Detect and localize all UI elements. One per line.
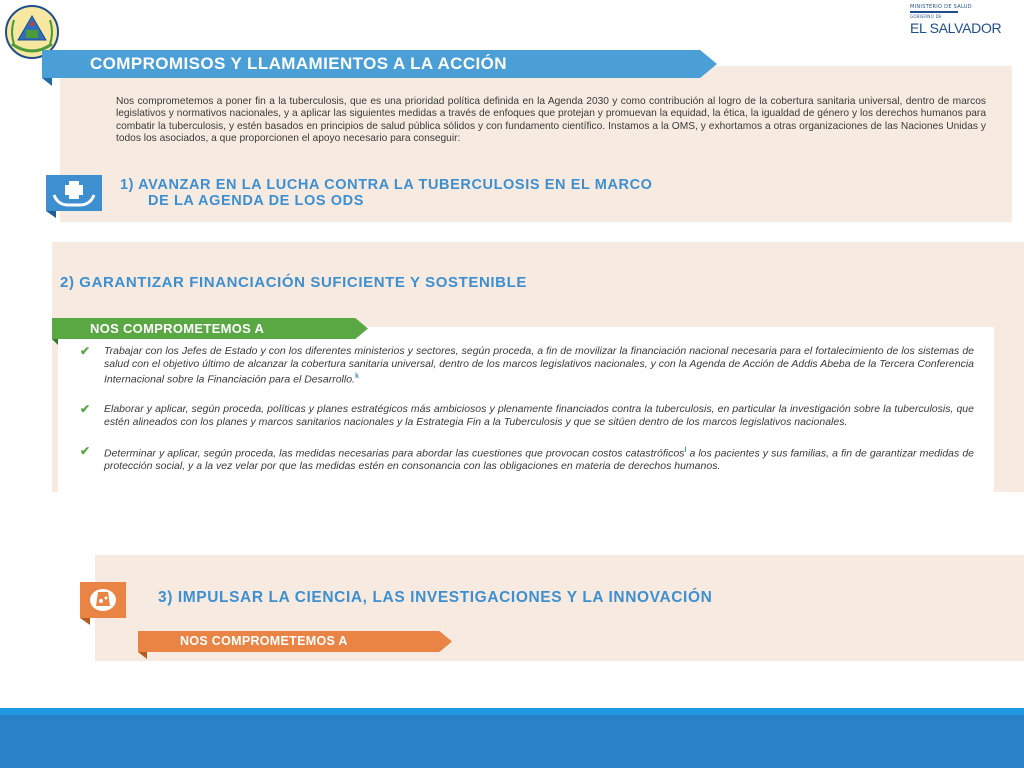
section1-banner-fold [42, 78, 52, 86]
section1-heading-line2: DE LA AGENDA DE LOS ODS [148, 193, 365, 209]
section1-icon-fold [46, 211, 56, 218]
footer-accent-line [0, 708, 1024, 715]
checkmark-icon: ✔ [80, 444, 91, 458]
footer-bar [0, 715, 1024, 768]
section2-banner-text: NOS COMPROMETEMOS A [90, 321, 265, 336]
checkmark-icon: ✔ [80, 344, 91, 358]
list-item-text-a: Determinar y aplicar, según proceda, las medidas necesarias para abordar las cuestiones que provocan costos catastróficos [104, 447, 685, 460]
list-item [80, 403, 974, 429]
list-item [80, 445, 974, 473]
section3-heading: 3) IMPULSAR LA CIENCIA, LAS INVESTIGACIONES Y LA INNOVACIÓN [158, 589, 713, 606]
science-flask-icon [80, 582, 126, 618]
ministry-label: MINISTERIO DE SALUD [910, 4, 972, 10]
brand-rule [910, 11, 958, 13]
government-label: GOBIERNO DE [910, 14, 942, 19]
section3-icon-fold [80, 618, 90, 625]
list-item-text: Elaborar y aplicar, según proceda, políticas y planes estratégicos más ambiciosos y plenamente financiados contra la tuberculosis, en particular la investigación sobre la tuberculosis, que estén alineados con los planes y marcos sanitarios nacionales y la Estrategia Fin a la Tuberculosis y que se sitúen dentro de los marcos legislativos nacionales. [104, 403, 974, 428]
section1-heading [120, 177, 940, 209]
section2-banner-fold [52, 339, 58, 345]
section2-heading: 2) GARANTIZAR FINANCIACIÓN SUFICIENTE Y SOSTENIBLE [60, 274, 527, 291]
footnote-mark: k [354, 372, 359, 380]
checkmark-icon: ✔ [80, 402, 91, 416]
section3-banner-fold [138, 652, 147, 659]
list-item [80, 345, 974, 386]
footnote-mark: l [684, 447, 687, 454]
country-label: EL SALVADOR [910, 20, 1002, 36]
list-item-text-b: a los pacientes y sus familias, a fin de garantizar medidas de protección social, y a la vez velar por que las medidas estén en consonancia con las obligaciones en materia de derechos humanos. [104, 447, 974, 473]
section3-banner-text: NOS COMPROMETEMOS A [180, 634, 348, 648]
section1-intro-text: Nos comprometemos a poner fin a la tuberculosis, que es una prioridad política definida en la Agenda 2030 y como contribución al logro de la cobertura sanitaria universal, dentro de marcos legislativos y normativos nacionales, y a aplicar las siguientes medidas a través de enfoques que protejan y promuevan la equidad, la ética, la igualdad de género y los derechos humanos para combatir la tuberculosis, y estén basados en principios de salud pública sólidos y con fundamento científico. Instamos a la OMS, y exhortamos a otras organizaciones de las Naciones Unidas y todos los asociados, a que proporcionen el apoyo necesario para conseguir: [116, 96, 986, 144]
list-item-text: Trabajar con los Jefes de Estado y con los diferentes ministerios y sectores, según proceda, a fin de movilizar la financiación nacional necesaria para el fortalecimiento de los sistemas de salud con el objetivo último de alcanzar la cobertura sanitaria universal, dentro de los marcos legislativos nacionales, y con la Agenda de Acción de Addis Abeba de la Tercera Conferencia Internacional sobre la Financiación para el Desarrollo. [104, 345, 974, 386]
ministry-brand [910, 4, 1010, 34]
health-hands-icon [46, 175, 102, 211]
section1-banner-title: COMPROMISOS Y LLAMAMIENTOS A LA ACCIÓN [90, 54, 507, 73]
section1-heading-line1: 1) AVANZAR EN LA LUCHA CONTRA LA TUBERCULOSIS EN EL MARCO [120, 177, 653, 193]
